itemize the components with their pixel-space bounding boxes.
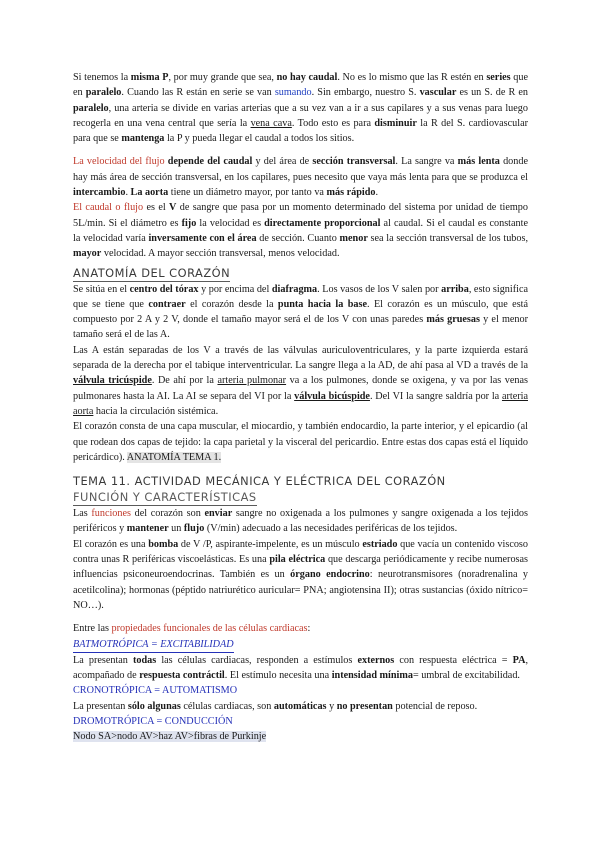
paragraph-location: Se sitúa en el centro del tórax y por encima del diafragma. Los vasos de los V salen por arriba, esto significa que se tiene que contraer el corazón desde la punta hacia la base. El corazón es un músculo, que está compuesto por 2 A y 2 V, donde el tamaño mayor será el de los V con unas paredes más gruesas y el menor tamaño será el de las A. — [73, 283, 529, 341]
highlight-anatomia-tema: ANATOMÍA TEMA 1. — [126, 451, 222, 463]
paragraph-resistance: Si tenemos la misma P, por muy grande que sea, no hay caudal. No es lo mismo que las R estén en series que en paralelo. Cuando las R están en serie se van sumando. Sin embargo, nuestro S. vascular es un S. de R en paralelo, una arteria se divide en varias arterias que a su vez van a ir a sus capilares y a sus venas para luego recogerla en una vena central que sería la vena cava. Todo esto es para disminuir la R del S. cardiovascular para que se mantenga la P y pueda llegar el caudal a todos los sitios. — [73, 72, 528, 145]
heading-tema-11: TEMA 11. ACTIVIDAD MECÁNICA Y ELÉCTRICA DEL CORAZÓN — [73, 474, 446, 489]
paragraph-velocity: La velocidad del flujo depende del caudal y del área de sección transversal. La sangre va más lenta donde hay más área de sección transversal, en los capilares, pues necesito que vaya más lenta para que se produzca el intercambio. La aorta tiene un diámetro mayor, por tanto va más rápido. — [73, 156, 528, 199]
paragraph-automatism: La presentan sólo algunas células cardiacas, son automáticas y no presentan potencial de reposo. — [73, 700, 478, 712]
paragraph-functions: Las funciones del corazón son enviar sangre no oxigenada a los pulmones y sangre oxigenada a los tejidos periféricos y mantener un flujo (V/min) adecuado a las necesidades periféricas de los tejidos. — [73, 508, 528, 535]
conduction-path: Nodo SA>nodo AV>haz AV>fibras de Purkinje — [73, 731, 267, 743]
document-page — [73, 70, 528, 745]
paragraph-flow: El caudal o flujo es el V de sangre que pasa por un momento determinado del sistema por unidad de tiempo 5L/min. Si el diámetro es fijo la velocidad es directamente proporcional al caudal. Si el caudal es constante la velocidad varía inversamente con el área de sección. Cuanto menor sea la sección transversal de los tubos, mayor velocidad. A mayor sección transversal, menos velocidad. — [73, 202, 528, 260]
heading-batmotropica: BATMOTRÓPICA = EXCITABILIDAD — [73, 637, 528, 653]
paragraph-valves: Las A están separadas de los V a través de las válvulas auriculoventriculares, y la parte izquierda estará separada de la derecha por el tabique interventricular. La sangre llega a la AD, de ahí pasa al VD a través de la válvula tricúspide. De ahí por la arteria pulmonar va a los pulmones, donde se oxigena, y va por las venas pulmonares hasta la AI. La AI se separa del VI por la válvula bicúspide. Del VI la sangre saldría por la arteria aorta hacia la circulación sistémica. — [73, 344, 528, 417]
heading-dromotropica: DROMOTRÓPICA = CONDUCCIÓN — [73, 715, 233, 727]
heading-anatomia: ANATOMÍA DEL CORAZÓN — [73, 265, 231, 280]
heading-funcion: FUNCIÓN Y CARACTERÍSTICAS — [73, 490, 257, 505]
paragraph-properties-intro: Entre las propiedades funcionales de las células cardiacas: — [73, 623, 311, 635]
heading-cronotropica: CRONOTRÓPICA = AUTOMATISMO — [73, 685, 238, 697]
paragraph-excitability: La presentan todas las células cardiacas, responden a estímulos externos con respuesta eléctrica = PA, acompañado de respuesta contráctil. El estímulo necesita una intensidad mínima= umbral de excitabilidad. — [73, 654, 528, 682]
paragraph-pump: El corazón es una bomba de V /P, aspirante-impelente, es un músculo estriado que vacía un contenido viscoso contra unas R periféricas viscoelásticas. Es una pila eléctrica que descarga periódicamente y recibe numerosas influencias psiconeuroendocrinas. También es un órgano endocrino: neurotransmisores (noradrenalina y acetilcolina); hormonas (péptido natriurético auricular= PNA; angiotensina II); otras sustancias (óxido nítrico= NO…). — [73, 538, 528, 611]
paragraph-layers: El corazón consta de una capa muscular, el miocardio, y también endocardio, la parte interior, y el epicardio (al que rodean dos capas de tejido: la capa parietal y la visceral del pericardio. Entre estas dos capas está el líquido pericárdico). ANATOMÍA TEMA 1. — [73, 421, 528, 463]
